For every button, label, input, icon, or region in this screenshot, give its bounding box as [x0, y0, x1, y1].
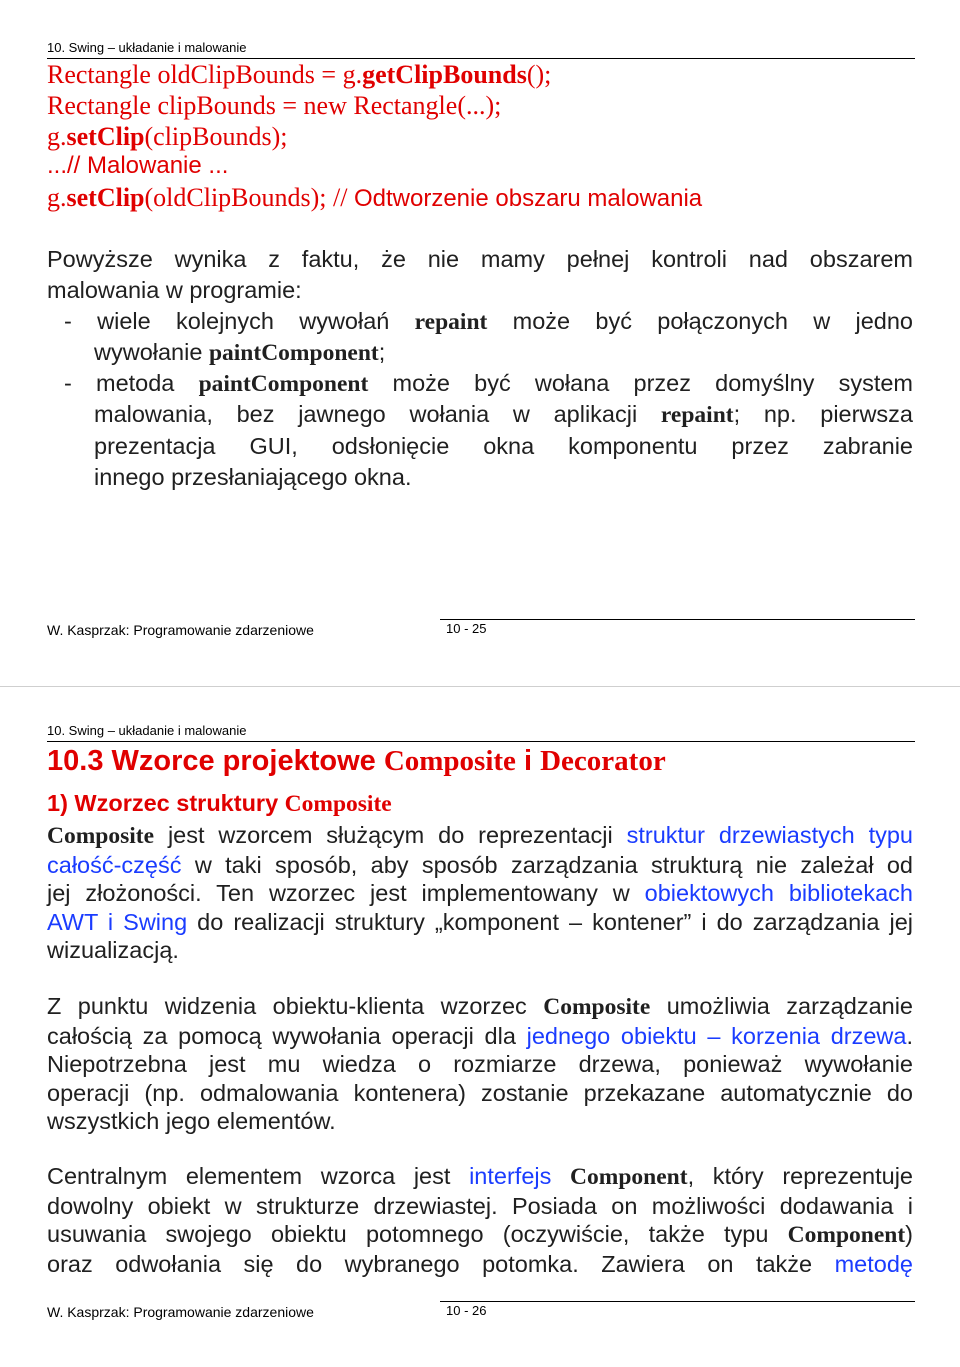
text-line: oraz odwołania się do wybranego potomka. Zawiera on także metodę: [47, 1250, 913, 1277]
footer-author: W. Kasprzak: Programowanie zdarzeniowe: [47, 1304, 314, 1320]
text-line: Centralnym elementem wzorca jest interfejs Component, który reprezentuje: [47, 1163, 913, 1190]
code-text: Rectangle oldClipBounds = g.: [47, 60, 363, 89]
text-line: prezentacja GUI, odsłonięcie okna komponentu przez zabranie: [94, 433, 913, 459]
text-line: jej złożoności. Ten wzorzec jest implementowany w obiektowych bibliotekach: [47, 880, 913, 906]
text-line: Composite jest wzorcem służącym do reprezentacji struktur drzewiastych typu: [47, 822, 913, 849]
text-line: całość-część w taki sposób, aby sposób zarządzania strukturą nie zależał od: [47, 851, 913, 878]
code-line: [47, 91, 501, 121]
page-header: 10. Swing – układanie i malowanie: [47, 723, 247, 738]
text-line: innego przesłaniającego okna.: [94, 464, 412, 490]
paragraph-composite-definition: [47, 821, 913, 965]
code-text: (clipBounds);: [144, 122, 288, 151]
header-rule: [47, 58, 915, 59]
code-method: setClip: [66, 122, 145, 151]
code-text: g.: [47, 122, 67, 151]
code-method: getClipBounds: [362, 60, 527, 89]
code-line: [47, 60, 551, 90]
text-line: - metoda paintComponent może być wołana przez domyślny system: [64, 370, 913, 397]
text-line: wszystkich jego elementów.: [47, 1108, 336, 1134]
text-line: Z punktu widzenia obiektu-klienta wzorzec Composite umożliwia zarządzanie: [47, 993, 914, 1020]
text-line: dowolny obiekt w strukturze drzewiastej. Posiada on możliwości dodawania i: [47, 1192, 913, 1219]
footer-rule: [440, 619, 915, 620]
footer-author: W. Kasprzak: Programowanie zdarzeniowe: [47, 622, 314, 638]
text-line: wywołanie paintComponent;: [94, 339, 386, 366]
code-text: ();: [526, 60, 552, 89]
code-comment: Odtworzenie obszaru malowania: [353, 185, 703, 212]
text-line: malowania w programie:: [47, 277, 302, 303]
bullet-item: [64, 306, 913, 338]
code-line: [47, 122, 288, 152]
subsection-title: 1) Wzorzec struktury Composite: [47, 790, 392, 817]
paragraph-component-interface: [47, 1162, 913, 1278]
text-line: usuwania swojego obiektu potomnego (oczywiście, także typu Component): [47, 1221, 913, 1248]
page-number: 10 - 26: [446, 1303, 487, 1318]
text-line: operacji (np. odmalowania kontenera) zostanie przekazane automatycznie do: [47, 1079, 913, 1106]
section-title: 10.3 Wzorce projektowe Composite i Decorator: [47, 745, 666, 777]
code-line: [47, 152, 228, 180]
text-line: malowania, bez jawnego wołania w aplikacji repaint; np. pierwsza: [94, 401, 913, 428]
header-rule: [47, 741, 915, 742]
paragraph-client-view: [47, 992, 913, 1136]
text-line: Niepotrzebna jest mu wiedza o rozmiarze drzewa, ponieważ wywołanie: [47, 1051, 913, 1077]
text-line: Powyższe wynika z faktu, że nie mamy pełnej kontroli nad obszarem: [47, 246, 913, 272]
text-line: całością za pomocą wywołania operacji dla jednego obiektu – korzenia drzewa.: [47, 1022, 913, 1049]
code-text: g.: [47, 183, 67, 212]
bullet-item-continuation: [94, 337, 913, 369]
page-header: 10. Swing – układanie i malowanie: [47, 40, 247, 55]
code-text: Rectangle clipBounds = new Rectangle(...);: [47, 91, 502, 120]
code-method: setClip: [66, 183, 145, 212]
page-separator: [0, 686, 960, 687]
code-line: [47, 183, 702, 213]
code-comment: ...// Malowanie ...: [47, 152, 229, 179]
code-text: (oldClipBounds); //: [144, 183, 354, 212]
page-number: 10 - 25: [446, 621, 487, 636]
footer-rule: [440, 1301, 915, 1302]
text-line: AWT i Swing do realizacji struktury „komponent – kontener” i do zarządzania jej: [47, 908, 913, 935]
text-line: wizualizacją.: [47, 937, 179, 963]
explanation-paragraph: [47, 244, 913, 306]
bullet-item: [64, 368, 913, 400]
text-line: - wiele kolejnych wywołań repaint może być połączonych w jedno: [64, 308, 913, 335]
bullet-item-continuation: [94, 399, 913, 493]
